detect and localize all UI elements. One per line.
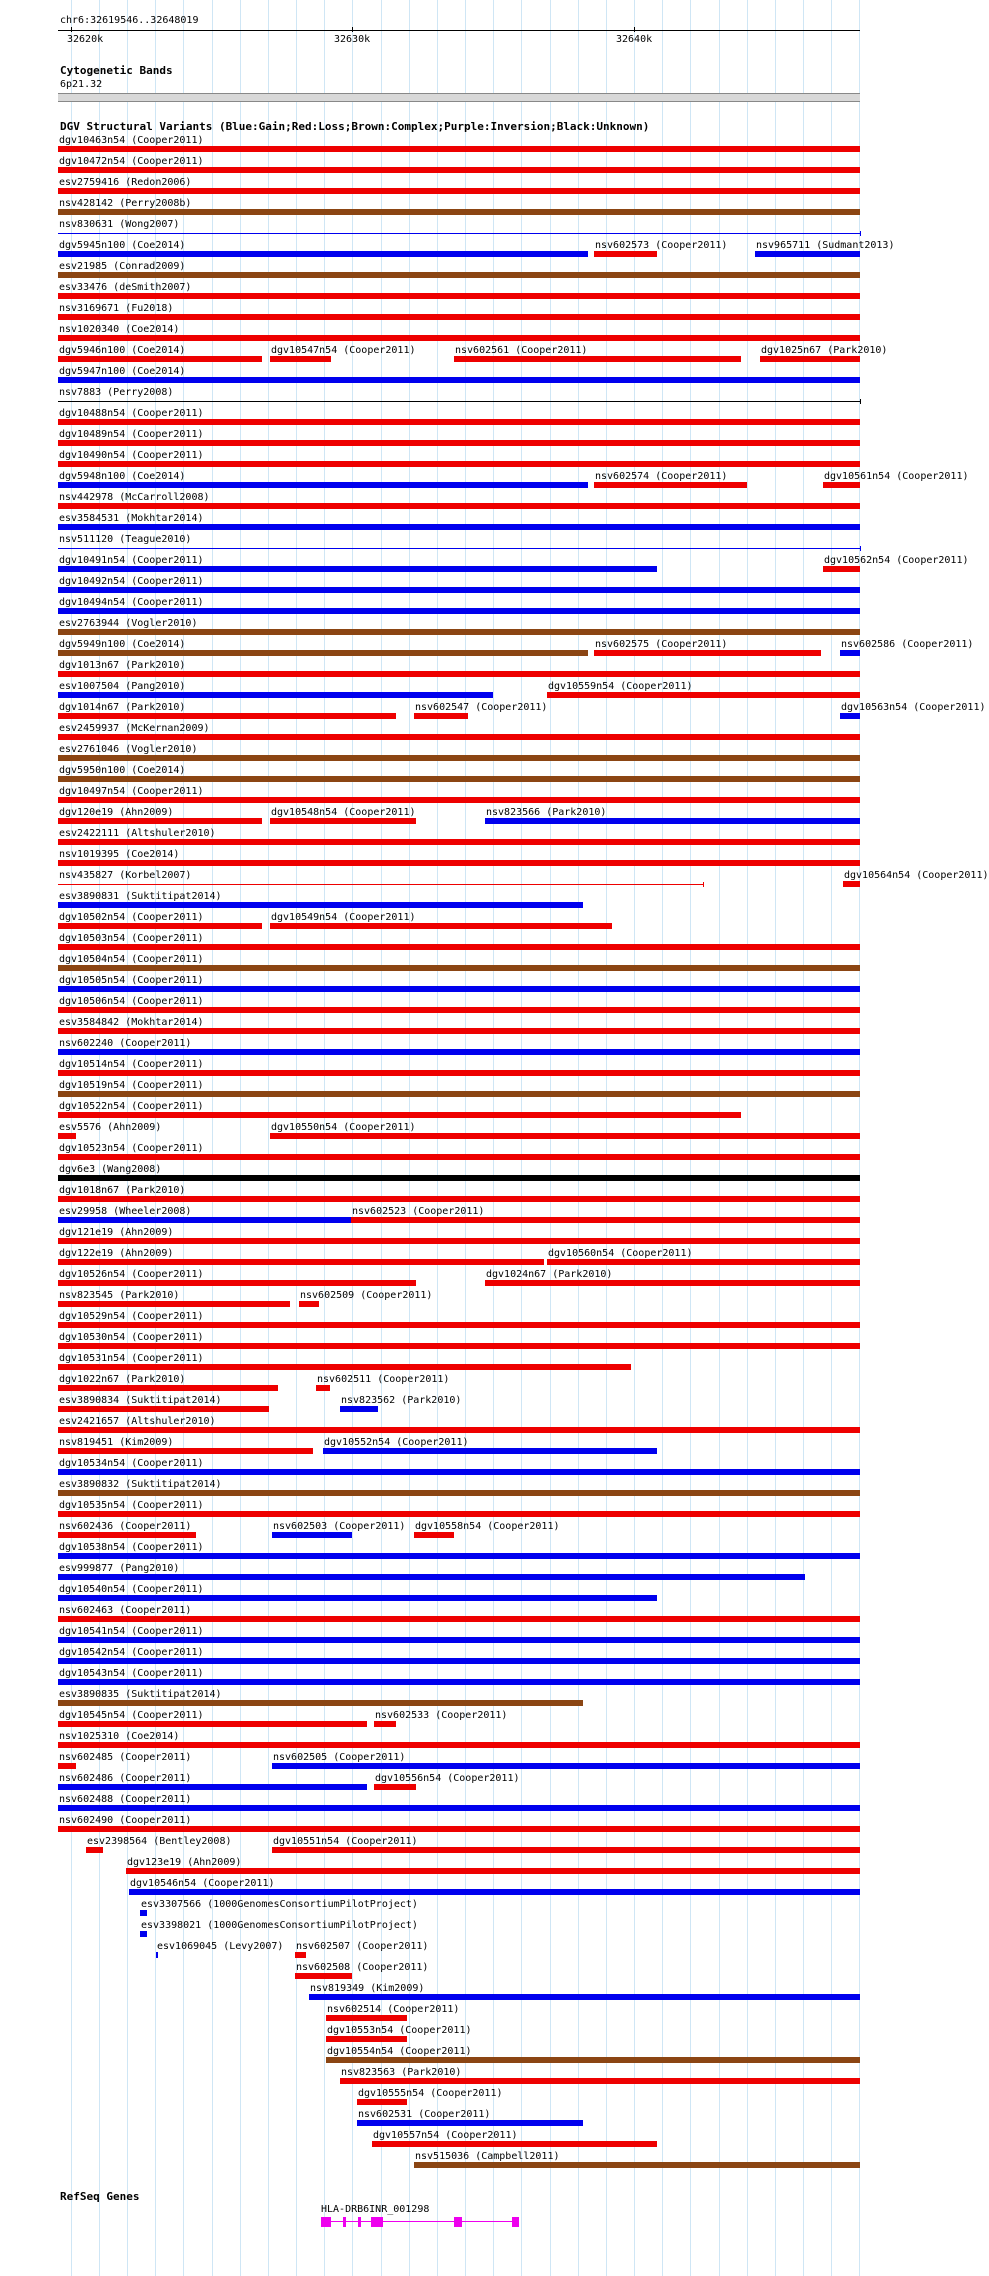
variant-bar[interactable] [340, 1406, 378, 1412]
variant-bar[interactable] [58, 797, 860, 803]
variant-label: nsv442978 (McCarroll2008) [59, 492, 210, 503]
variant-bar[interactable] [58, 251, 588, 257]
variant-bar[interactable] [58, 1343, 860, 1349]
variant-bar[interactable] [843, 881, 860, 887]
variant-label: dgv10538n54 (Cooper2011) [59, 1542, 204, 1553]
variant-label: dgv10523n54 (Cooper2011) [59, 1143, 204, 1154]
grid-line [155, 0, 156, 2276]
variant-label: esv2398564 (Bentley2008) [87, 1836, 232, 1847]
variant-bar[interactable] [58, 1700, 583, 1706]
variant-label: dgv10503n54 (Cooper2011) [59, 933, 204, 944]
variant-bar[interactable] [58, 860, 860, 866]
variant-label: esv2759416 (Redon2006) [59, 177, 192, 188]
variant-bar[interactable] [58, 923, 262, 929]
variant-label: nsv602463 (Cooper2011) [59, 1605, 192, 1616]
variant-bar[interactable] [58, 1385, 278, 1391]
variant-label: dgv10526n54 (Cooper2011) [59, 1269, 204, 1280]
region-position: chr6:32619546..32648019 [60, 15, 199, 26]
grid-line [212, 0, 213, 2276]
variant-label: dgv5945n100 (Coe2014) [59, 240, 186, 251]
variant-label: dgv1013n67 (Park2010) [59, 660, 186, 671]
refseq-track-title: RefSeq Genes [60, 2190, 140, 2203]
variant-bar[interactable] [58, 1175, 860, 1181]
variant-label: nsv602485 (Cooper2011) [59, 1752, 192, 1763]
variant-label: nsv511120 (Teague2010) [59, 534, 192, 545]
variant-label: esv3584531 (Mokhtar2014) [59, 513, 204, 524]
variant-label: dgv10561n54 (Cooper2011) [824, 471, 969, 482]
variant-label: nsv602505 (Cooper2011) [273, 1752, 406, 1763]
variant-bar[interactable] [58, 146, 860, 152]
variant-label: nsv602509 (Cooper2011) [300, 1290, 433, 1301]
variant-bar[interactable] [414, 713, 468, 719]
variant-label: nsv3169671 (Fu2018) [59, 303, 174, 314]
variant-bar[interactable] [58, 1280, 416, 1286]
ruler-tick-label: 32620k [67, 34, 104, 45]
variant-label: nsv602240 (Cooper2011) [59, 1038, 192, 1049]
variant-label: dgv1018n67 (Park2010) [59, 1185, 186, 1196]
variant-label: esv1069045 (Levy2007) [157, 1941, 284, 1952]
variant-label: dgv10519n54 (Cooper2011) [59, 1080, 204, 1091]
variant-bar[interactable] [58, 755, 860, 761]
variant-bar[interactable] [58, 1007, 860, 1013]
variant-label: dgv5950n100 (Coe2014) [59, 765, 186, 776]
variant-label: dgv1022n67 (Park2010) [59, 1374, 186, 1385]
variant-label: dgv10488n54 (Cooper2011) [59, 408, 204, 419]
variant-bar[interactable] [58, 1679, 860, 1685]
variant-label: dgv10497n54 (Cooper2011) [59, 786, 204, 797]
variant-label: nsv515036 (Campbell2011) [415, 2151, 560, 2162]
variant-label: dgv10472n54 (Cooper2011) [59, 156, 204, 167]
variant-label: dgv5948n100 (Coe2014) [59, 471, 186, 482]
variant-bar[interactable] [58, 1448, 313, 1454]
variant-bar[interactable] [295, 1973, 352, 1979]
dgv-track-title: DGV Structural Variants (Blue:Gain;Red:Loss;Brown:Complex;Purple:Inversion;Black:Unknown) [60, 120, 650, 133]
ruler-tick-label: 32630k [334, 34, 371, 45]
variant-bar[interactable] [823, 482, 860, 488]
variant-bar[interactable] [594, 482, 747, 488]
grid-line [240, 0, 241, 2276]
variant-label: nsv602488 (Cooper2011) [59, 1794, 192, 1805]
variant-label: dgv10551n54 (Cooper2011) [273, 1836, 418, 1847]
variant-label: dgv1025n67 (Park2010) [761, 345, 888, 356]
variant-bar[interactable] [414, 2162, 860, 2168]
variant-bar[interactable] [374, 1784, 416, 1790]
variant-label: esv21985 (Conrad2009) [59, 261, 186, 272]
variant-label: dgv10564n54 (Cooper2011) [844, 870, 989, 881]
grid-line [99, 0, 100, 2276]
variant-bar[interactable] [272, 1532, 352, 1538]
variant-bar[interactable] [58, 1406, 269, 1412]
variant-bar[interactable] [58, 1238, 860, 1244]
variant-bar[interactable] [58, 1427, 860, 1433]
variant-bar[interactable] [547, 692, 860, 698]
variant-bar[interactable] [58, 167, 860, 173]
variant-bar[interactable] [823, 566, 860, 572]
variant-bar[interactable] [58, 188, 860, 194]
variant-bar[interactable] [58, 1301, 290, 1307]
variant-label: nsv1020340 (Coe2014) [59, 324, 180, 335]
variant-bar[interactable] [58, 272, 860, 278]
variant-label: dgv10546n54 (Cooper2011) [130, 1878, 275, 1889]
variant-bar-end [860, 546, 861, 551]
variant-label: dgv10542n54 (Cooper2011) [59, 1647, 204, 1658]
variant-bar[interactable] [58, 692, 493, 698]
variant-bar[interactable] [295, 1952, 306, 1958]
gene-exon[interactable] [343, 2217, 346, 2227]
variant-bar[interactable] [485, 1280, 860, 1286]
variant-label: dgv5949n100 (Coe2014) [59, 639, 186, 650]
variant-label: esv3890834 (Suktitipat2014) [59, 1395, 222, 1406]
variant-bar[interactable] [58, 314, 860, 320]
variant-bar[interactable] [58, 1784, 367, 1790]
variant-label: esv33476 (deSmith2007) [59, 282, 192, 293]
variant-bar[interactable] [58, 1637, 860, 1643]
variant-label: esv2421657 (Altshuler2010) [59, 1416, 216, 1427]
variant-bar[interactable] [58, 1532, 196, 1538]
variant-label: dgv10540n54 (Cooper2011) [59, 1584, 204, 1595]
ruler-line [58, 30, 860, 31]
variant-bar[interactable] [58, 629, 860, 635]
variant-label: esv29958 (Wheeler2008) [59, 1206, 192, 1217]
variant-label: dgv10514n54 (Cooper2011) [59, 1059, 204, 1070]
variant-label: dgv10557n54 (Cooper2011) [373, 2130, 518, 2141]
variant-label: dgv10529n54 (Cooper2011) [59, 1311, 204, 1322]
grid-line [268, 0, 269, 2276]
variant-bar[interactable] [58, 1217, 351, 1223]
ruler-tick [71, 27, 72, 32]
variant-bar[interactable] [58, 1049, 860, 1055]
variant-label: nsv602436 (Cooper2011) [59, 1521, 192, 1532]
variant-bar[interactable] [58, 734, 860, 740]
variant-bar[interactable] [316, 1385, 330, 1391]
variant-label: nsv602586 (Cooper2011) [841, 639, 974, 650]
variant-bar-end [860, 231, 861, 236]
variant-bar[interactable] [58, 440, 860, 446]
variant-bar[interactable] [755, 251, 860, 257]
variant-label: dgv10506n54 (Cooper2011) [59, 996, 204, 1007]
variant-label: dgv10534n54 (Cooper2011) [59, 1458, 204, 1469]
variant-bar[interactable] [760, 356, 860, 362]
gene-exon[interactable] [371, 2217, 383, 2227]
variant-bar[interactable] [299, 1301, 319, 1307]
variant-label: nsv1019395 (Coe2014) [59, 849, 180, 860]
variant-label: dgv10541n54 (Cooper2011) [59, 1626, 204, 1637]
gene-intron-line[interactable] [321, 2221, 519, 2222]
variant-bar[interactable] [58, 902, 583, 908]
grid-line [127, 0, 128, 2276]
variant-label: esv3890835 (Suktitipat2014) [59, 1689, 222, 1700]
variant-label: nsv602511 (Cooper2011) [317, 1374, 450, 1385]
variant-bar[interactable] [58, 1091, 860, 1097]
variant-bar[interactable] [58, 671, 860, 677]
variant-label: nsv830631 (Wong2007) [59, 219, 180, 230]
cytoband-track-title: Cytogenetic Bands [60, 64, 173, 77]
variant-label: dgv10547n54 (Cooper2011) [271, 345, 416, 356]
ruler-tick-label: 32640k [616, 34, 653, 45]
variant-bar[interactable] [270, 1133, 860, 1139]
variant-label: dgv10545n54 (Cooper2011) [59, 1710, 204, 1721]
variant-label: dgv10553n54 (Cooper2011) [327, 2025, 472, 2036]
variant-label: esv3890831 (Suktitipat2014) [59, 891, 222, 902]
variant-label: dgv10535n54 (Cooper2011) [59, 1500, 204, 1511]
variant-label: esv1007504 (Pang2010) [59, 681, 186, 692]
variant-bar[interactable] [58, 524, 860, 530]
variant-bar[interactable] [374, 1721, 396, 1727]
variant-bar[interactable] [58, 356, 262, 362]
variant-bar[interactable] [840, 650, 860, 656]
gene-label: HLA-DRB6INR_001298 [321, 2204, 430, 2215]
variant-label: nsv602508 (Cooper2011) [296, 1962, 429, 1973]
variant-bar[interactable] [58, 233, 860, 234]
variant-bar[interactable] [351, 1217, 860, 1223]
variant-bar[interactable] [58, 548, 860, 549]
variant-bar[interactable] [129, 1889, 860, 1895]
variant-bar[interactable] [270, 356, 331, 362]
variant-bar[interactable] [58, 1112, 741, 1118]
variant-label: dgv5947n100 (Coe2014) [59, 366, 186, 377]
variant-bar[interactable] [58, 1511, 860, 1517]
variant-label: dgv10491n54 (Cooper2011) [59, 555, 204, 566]
variant-bar[interactable] [326, 2036, 407, 2042]
variant-label: dgv10560n54 (Cooper2011) [548, 1248, 693, 1259]
variant-label: dgv10558n54 (Cooper2011) [415, 1521, 560, 1532]
variant-bar[interactable] [357, 2099, 407, 2105]
variant-bar[interactable] [326, 2015, 407, 2021]
variant-bar[interactable] [58, 818, 262, 824]
variant-bar[interactable] [58, 713, 396, 719]
variant-bar[interactable] [270, 923, 612, 929]
variant-bar[interactable] [58, 587, 860, 593]
variant-label: dgv121e19 (Ahn2009) [59, 1227, 174, 1238]
variant-label: dgv10490n54 (Cooper2011) [59, 450, 204, 461]
variant-bar[interactable] [272, 1763, 860, 1769]
variant-label: nsv602490 (Cooper2011) [59, 1815, 192, 1826]
variant-label: nsv602503 (Cooper2011) [273, 1521, 406, 1532]
ruler-tick [634, 27, 635, 32]
variant-label: dgv10552n54 (Cooper2011) [324, 1437, 469, 1448]
variant-bar[interactable] [309, 1994, 860, 2000]
variant-bar[interactable] [372, 2141, 657, 2147]
variant-label: dgv10543n54 (Cooper2011) [59, 1668, 204, 1679]
variant-bar[interactable] [58, 1259, 544, 1265]
variant-bar[interactable] [58, 461, 860, 467]
variant-label: dgv10505n54 (Cooper2011) [59, 975, 204, 986]
variant-bar[interactable] [58, 650, 588, 656]
variant-bar[interactable] [58, 1322, 860, 1328]
variant-label: nsv602533 (Cooper2011) [375, 1710, 508, 1721]
variant-bar[interactable] [140, 1910, 147, 1916]
variant-label: nsv428142 (Perry2008b) [59, 198, 192, 209]
variant-label: esv5576 (Ahn2009) [59, 1122, 162, 1133]
variant-bar[interactable] [58, 1826, 860, 1832]
cytoband-label: 6p21.32 [60, 79, 103, 90]
variant-bar[interactable] [58, 1595, 657, 1601]
variant-bar[interactable] [58, 944, 860, 950]
variant-label: dgv10548n54 (Cooper2011) [271, 807, 416, 818]
variant-label: nsv602523 (Cooper2011) [352, 1206, 485, 1217]
gene-exon[interactable] [512, 2217, 519, 2227]
gene-exon[interactable] [358, 2217, 361, 2227]
variant-label: dgv123e19 (Ahn2009) [127, 1857, 242, 1868]
variant-label: dgv10463n54 (Cooper2011) [59, 135, 204, 146]
variant-label: esv3307566 (1000GenomesConsortiumPilotProject) [141, 1899, 418, 1910]
variant-bar[interactable] [58, 1154, 860, 1160]
variant-label: esv3890832 (Suktitipat2014) [59, 1479, 222, 1490]
variant-label: nsv965711 (Sudmant2013) [756, 240, 895, 251]
variant-label: nsv7883 (Perry2008) [59, 387, 174, 398]
variant-label: nsv823566 (Park2010) [486, 807, 607, 818]
variant-label: dgv122e19 (Ahn2009) [59, 1248, 174, 1259]
variant-bar[interactable] [454, 356, 741, 362]
variant-label: dgv10556n54 (Cooper2011) [375, 1773, 520, 1784]
variant-bar[interactable] [58, 1616, 860, 1622]
variant-bar[interactable] [58, 608, 860, 614]
variant-bar[interactable] [58, 209, 860, 215]
variant-bar[interactable] [58, 1133, 76, 1139]
variant-bar[interactable] [58, 776, 860, 782]
variant-label: nsv602575 (Cooper2011) [595, 639, 728, 650]
variant-label: dgv10522n54 (Cooper2011) [59, 1101, 204, 1112]
variant-bar[interactable] [126, 1868, 860, 1874]
variant-bar[interactable] [547, 1259, 860, 1265]
variant-bar[interactable] [58, 986, 860, 992]
variant-label: dgv10550n54 (Cooper2011) [271, 1122, 416, 1133]
variant-label: nsv602561 (Cooper2011) [455, 345, 588, 356]
variant-label: dgv10555n54 (Cooper2011) [358, 2088, 503, 2099]
variant-label: nsv823563 (Park2010) [341, 2067, 462, 2078]
variant-bar[interactable] [58, 1070, 860, 1076]
cytoband-bar[interactable] [58, 93, 860, 102]
variant-label: nsv602547 (Cooper2011) [415, 702, 548, 713]
variant-label: dgv120e19 (Ahn2009) [59, 807, 174, 818]
variant-bar[interactable] [58, 1028, 860, 1034]
variant-bar[interactable] [58, 419, 860, 425]
grid-line [183, 0, 184, 2276]
variant-label: nsv602531 (Cooper2011) [358, 2109, 491, 2120]
variant-label: esv3398021 (1000GenomesConsortiumPilotProject) [141, 1920, 418, 1931]
variant-label: nsv819349 (Kim2009) [310, 1983, 425, 1994]
variant-label: dgv10502n54 (Cooper2011) [59, 912, 204, 923]
variant-bar[interactable] [58, 1742, 860, 1748]
variant-label: nsv435827 (Korbel2007) [59, 870, 192, 881]
variant-label: dgv10562n54 (Cooper2011) [824, 555, 969, 566]
variant-label: dgv10531n54 (Cooper2011) [59, 1353, 204, 1364]
variant-label: esv2763944 (Vogler2010) [59, 618, 198, 629]
variant-bar[interactable] [58, 1721, 367, 1727]
variant-label: dgv10504n54 (Cooper2011) [59, 954, 204, 965]
variant-label: nsv602574 (Cooper2011) [595, 471, 728, 482]
variant-label: nsv823562 (Park2010) [341, 1395, 462, 1406]
variant-bar[interactable] [58, 566, 657, 572]
variant-label: esv3584842 (Mokhtar2014) [59, 1017, 204, 1028]
variant-bar[interactable] [485, 818, 860, 824]
variant-bar[interactable] [357, 2120, 583, 2126]
variant-bar[interactable] [414, 1532, 454, 1538]
variant-bar[interactable] [326, 2057, 860, 2063]
variant-label: nsv602514 (Cooper2011) [327, 2004, 460, 2015]
variant-label: esv2422111 (Altshuler2010) [59, 828, 216, 839]
variant-bar[interactable] [58, 1553, 860, 1559]
variant-bar[interactable] [58, 1469, 860, 1475]
variant-bar[interactable] [840, 713, 860, 719]
variant-bar[interactable] [58, 1805, 860, 1811]
variant-label: nsv1025310 (Coe2014) [59, 1731, 180, 1742]
variant-label: dgv1014n67 (Park2010) [59, 702, 186, 713]
variant-bar[interactable] [58, 377, 860, 383]
variant-label: esv2459937 (McKernan2009) [59, 723, 210, 734]
variant-label: dgv10549n54 (Cooper2011) [271, 912, 416, 923]
variant-label: dgv10494n54 (Cooper2011) [59, 597, 204, 608]
variant-bar[interactable] [156, 1952, 158, 1958]
variant-bar[interactable] [58, 1364, 631, 1370]
variant-label: dgv10563n54 (Cooper2011) [841, 702, 986, 713]
variant-label: dgv10554n54 (Cooper2011) [327, 2046, 472, 2057]
variant-label: nsv602486 (Cooper2011) [59, 1773, 192, 1784]
variant-bar[interactable] [58, 293, 860, 299]
variant-label: dgv10530n54 (Cooper2011) [59, 1332, 204, 1343]
variant-label: esv999877 (Pang2010) [59, 1563, 180, 1574]
variant-bar-end [860, 399, 861, 404]
gene-exon[interactable] [454, 2217, 462, 2227]
variant-label: dgv10559n54 (Cooper2011) [548, 681, 693, 692]
variant-bar[interactable] [58, 1763, 76, 1769]
variant-bar[interactable] [270, 818, 416, 824]
variant-bar[interactable] [58, 335, 860, 341]
variant-bar[interactable] [86, 1847, 103, 1853]
variant-label: dgv10492n54 (Cooper2011) [59, 576, 204, 587]
variant-bar[interactable] [58, 482, 588, 488]
variant-label: nsv823545 (Park2010) [59, 1290, 180, 1301]
variant-bar[interactable] [58, 884, 703, 885]
variant-label: nsv602507 (Cooper2011) [296, 1941, 429, 1952]
variant-label: esv2761046 (Vogler2010) [59, 744, 198, 755]
variant-bar[interactable] [58, 503, 860, 509]
variant-bar[interactable] [58, 1658, 860, 1664]
variant-bar[interactable] [140, 1931, 147, 1937]
variant-bar[interactable] [594, 650, 821, 656]
variant-label: dgv1024n67 (Park2010) [486, 1269, 613, 1280]
gene-exon[interactable] [321, 2217, 331, 2227]
variant-bar-end [703, 882, 704, 887]
variant-bar[interactable] [323, 1448, 657, 1454]
variant-label: nsv602573 (Cooper2011) [595, 240, 728, 251]
variant-bar[interactable] [340, 2078, 860, 2084]
variant-bar[interactable] [594, 251, 657, 257]
variant-bar[interactable] [58, 1490, 860, 1496]
variant-bar[interactable] [58, 401, 860, 402]
ruler-tick [352, 27, 353, 32]
variant-bar[interactable] [58, 839, 860, 845]
variant-label: dgv5946n100 (Coe2014) [59, 345, 186, 356]
variant-bar[interactable] [58, 1574, 805, 1580]
variant-label: dgv6e3 (Wang2008) [59, 1164, 162, 1175]
variant-label: nsv819451 (Kim2009) [59, 1437, 174, 1448]
variant-bar[interactable] [58, 1196, 860, 1202]
variant-label: dgv10489n54 (Cooper2011) [59, 429, 204, 440]
variant-bar[interactable] [272, 1847, 860, 1853]
variant-bar[interactable] [58, 965, 860, 971]
